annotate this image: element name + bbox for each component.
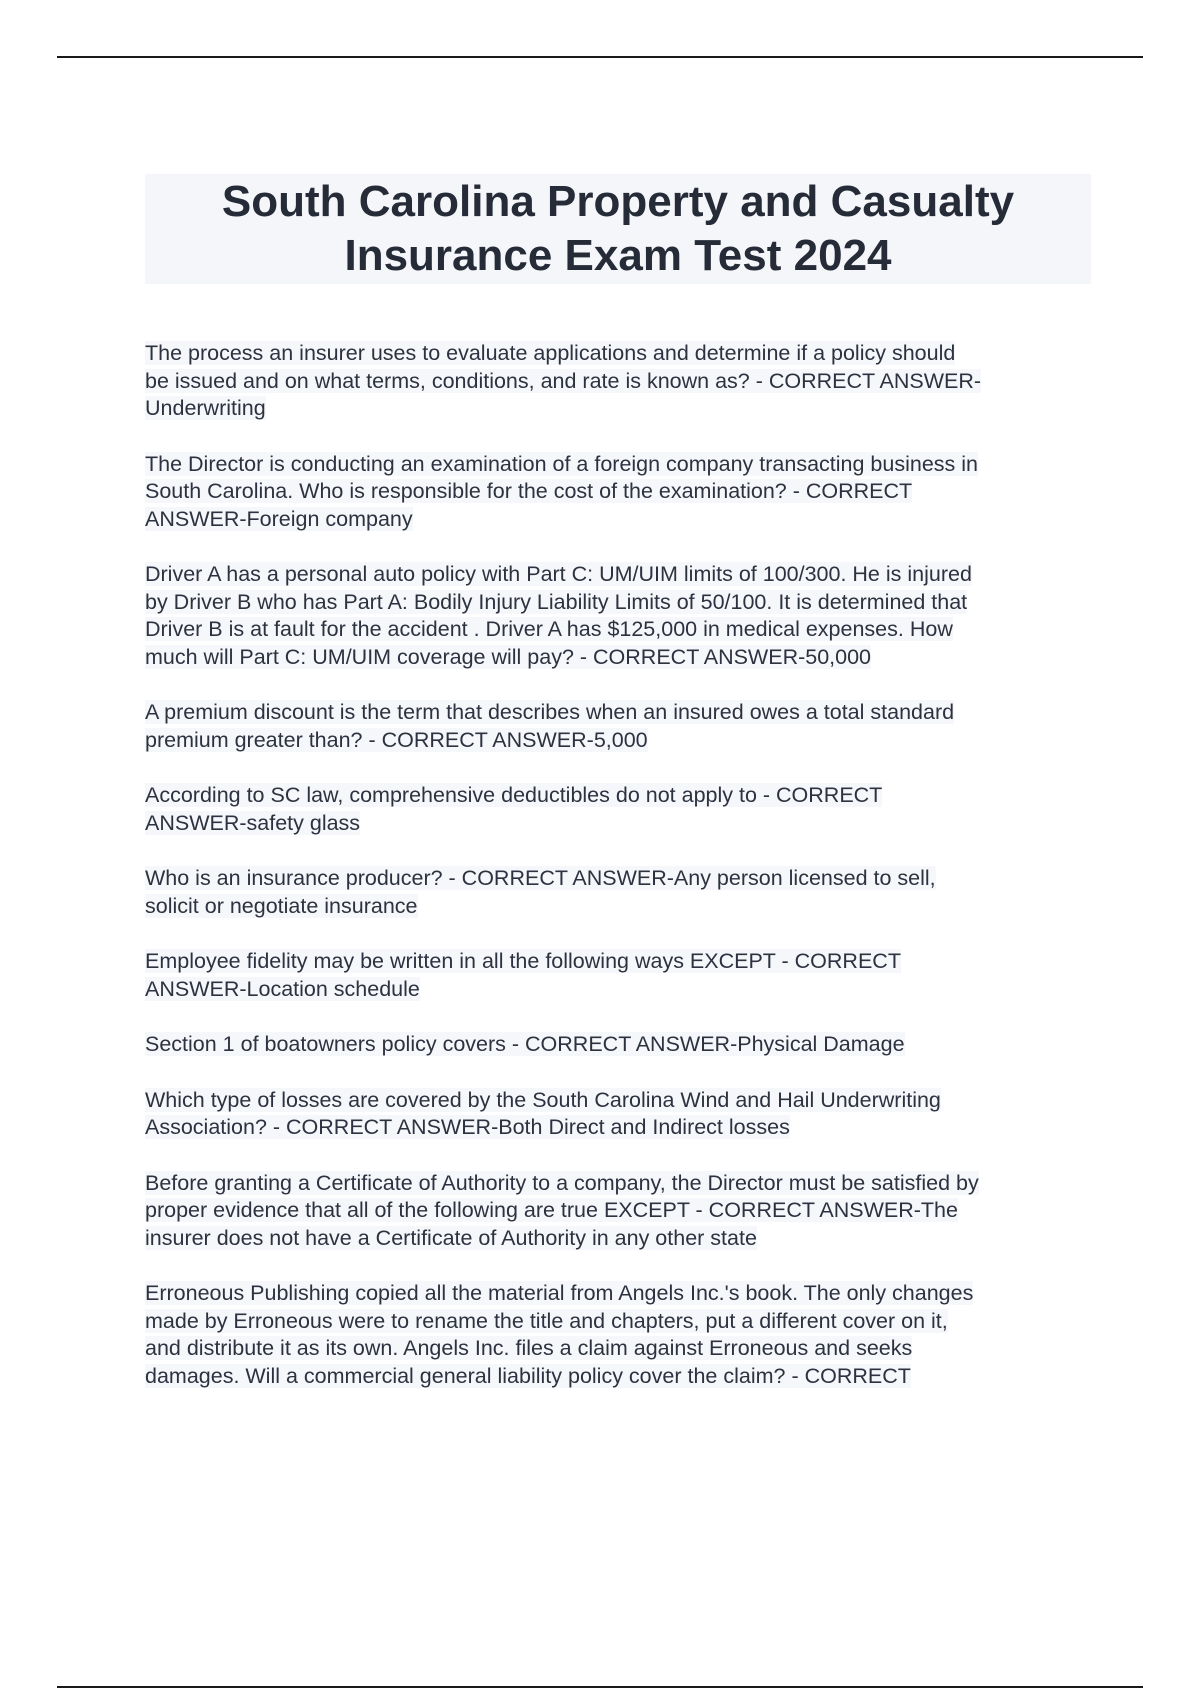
qa-item (145, 451, 1095, 534)
qa-item-line (145, 948, 1095, 976)
qa-item-line-text: Section 1 of boatowners policy covers - CORRECT ANSWER-Physical Damage (145, 1032, 905, 1056)
qa-item-line-text: Driver A has a personal auto policy with Part C: UM/UIM limits of 100/300. He is injured (145, 562, 972, 586)
qa-item (145, 340, 1095, 423)
question-answer-list (145, 340, 1095, 1418)
qa-item-line (145, 340, 1095, 368)
qa-item (145, 1170, 1095, 1253)
qa-item (145, 782, 1095, 837)
qa-item-line (145, 1335, 1095, 1363)
title-line-1: South Carolina Property and Casualty (221, 177, 1015, 226)
qa-item-line (145, 810, 1095, 838)
qa-item-line (145, 616, 1095, 644)
qa-item-line-text: The Director is conducting an examination of a foreign company transacting business in (145, 451, 978, 476)
qa-item-line (145, 782, 1095, 810)
qa-item (145, 1280, 1095, 1390)
qa-item-line-text: According to SC law, comprehensive deductibles do not apply to - CORRECT (145, 783, 883, 807)
qa-item-line-text: and distribute it as its own. Angels Inc. files a claim against Erroneous and seeks (145, 1336, 913, 1360)
footer-rule (57, 1686, 1143, 1688)
qa-item-line-text: The process an insurer uses to evaluate applications and determine if a policy should (145, 341, 956, 365)
qa-item-line-text: proper evidence that all of the following are true EXCEPT - CORRECT ANSWER-The (145, 1198, 958, 1222)
title-line-2: Insurance Exam Test 2024 (344, 231, 892, 280)
qa-item (145, 1087, 1095, 1142)
qa-item-line-text: Which type of losses are covered by the South Carolina Wind and Hail Underwriting (145, 1087, 941, 1112)
qa-item-line-text: Before granting a Certificate of Authority to a company, the Director must be satisfied by (145, 1170, 979, 1195)
qa-item-line (145, 451, 1095, 479)
qa-item-line-text: ANSWER-safety glass (145, 810, 361, 835)
qa-item-line (145, 893, 1095, 921)
qa-item-line-text: South Carolina. Who is responsible for the cost of the examination? - CORRECT (145, 479, 913, 503)
qa-item-line (145, 699, 1095, 727)
qa-item-line-text: A premium discount is the term that describes when an insured owes a total standard (145, 700, 955, 724)
qa-item-line-text: by Driver B who has Part A: Bodily Injury Liability Limits of 50/100. It is determined that (145, 589, 968, 614)
qa-item-line (145, 395, 1095, 423)
qa-item-line-text: made by Erroneous were to rename the title and chapters, put a different cover on it, (145, 1308, 948, 1333)
qa-item-line-text: be issued and on what terms, conditions, and rate is known as? - CORRECT ANSWER- (145, 368, 982, 393)
header-rule (57, 56, 1143, 58)
qa-item (145, 865, 1095, 920)
qa-item-line (145, 1087, 1095, 1115)
qa-item-line (145, 1363, 1095, 1391)
qa-item-line-text: damages. Will a commercial general liability policy cover the claim? - CORRECT (145, 1363, 911, 1388)
qa-item-line (145, 1308, 1095, 1336)
qa-item-line (145, 589, 1095, 617)
document-title (145, 174, 1091, 284)
qa-item-line-text: Employee fidelity may be written in all the following ways EXCEPT - CORRECT (145, 949, 901, 973)
qa-item-line (145, 1225, 1095, 1253)
qa-item-line-text: premium greater than? - CORRECT ANSWER-5,000 (145, 727, 648, 752)
qa-item-line-text: Association? - CORRECT ANSWER-Both Direct and Indirect losses (145, 1115, 790, 1139)
qa-item (145, 948, 1095, 1003)
qa-item-line (145, 561, 1095, 589)
qa-item-line (145, 644, 1095, 672)
qa-item-line (145, 368, 1095, 396)
qa-item (145, 561, 1095, 671)
qa-item-line (145, 1197, 1095, 1225)
qa-item-line (145, 976, 1095, 1004)
qa-item (145, 1031, 1095, 1059)
qa-item-line-text: Underwriting (145, 396, 266, 420)
qa-item-line-text: insurer does not have a Certificate of Authority in any other state (145, 1225, 757, 1250)
qa-item-line (145, 1170, 1095, 1198)
qa-item-line-text: solicit or negotiate insurance (145, 893, 418, 918)
qa-item-line-text: ANSWER-Location schedule (145, 976, 420, 1001)
qa-item-line (145, 1280, 1095, 1308)
qa-item-line-text: much will Part C: UM/UIM coverage will pay? - CORRECT ANSWER-50,000 (145, 644, 872, 669)
qa-item-line (145, 865, 1095, 893)
qa-item-line (145, 1114, 1095, 1142)
qa-item-line-text: Erroneous Publishing copied all the material from Angels Inc.'s book. The only changes (145, 1281, 974, 1305)
qa-item-line-text: Who is an insurance producer? - CORRECT ANSWER-Any person licensed to sell, (145, 866, 936, 890)
qa-item-line (145, 478, 1095, 506)
qa-item-line (145, 727, 1095, 755)
qa-item-line-text: ANSWER-Foreign company (145, 506, 413, 531)
qa-item-line (145, 506, 1095, 534)
qa-item-line (145, 1031, 1095, 1059)
qa-item-line-text: Driver B is at fault for the accident . Driver A has $125,000 in medical expenses. How (145, 617, 953, 641)
qa-item (145, 699, 1095, 754)
